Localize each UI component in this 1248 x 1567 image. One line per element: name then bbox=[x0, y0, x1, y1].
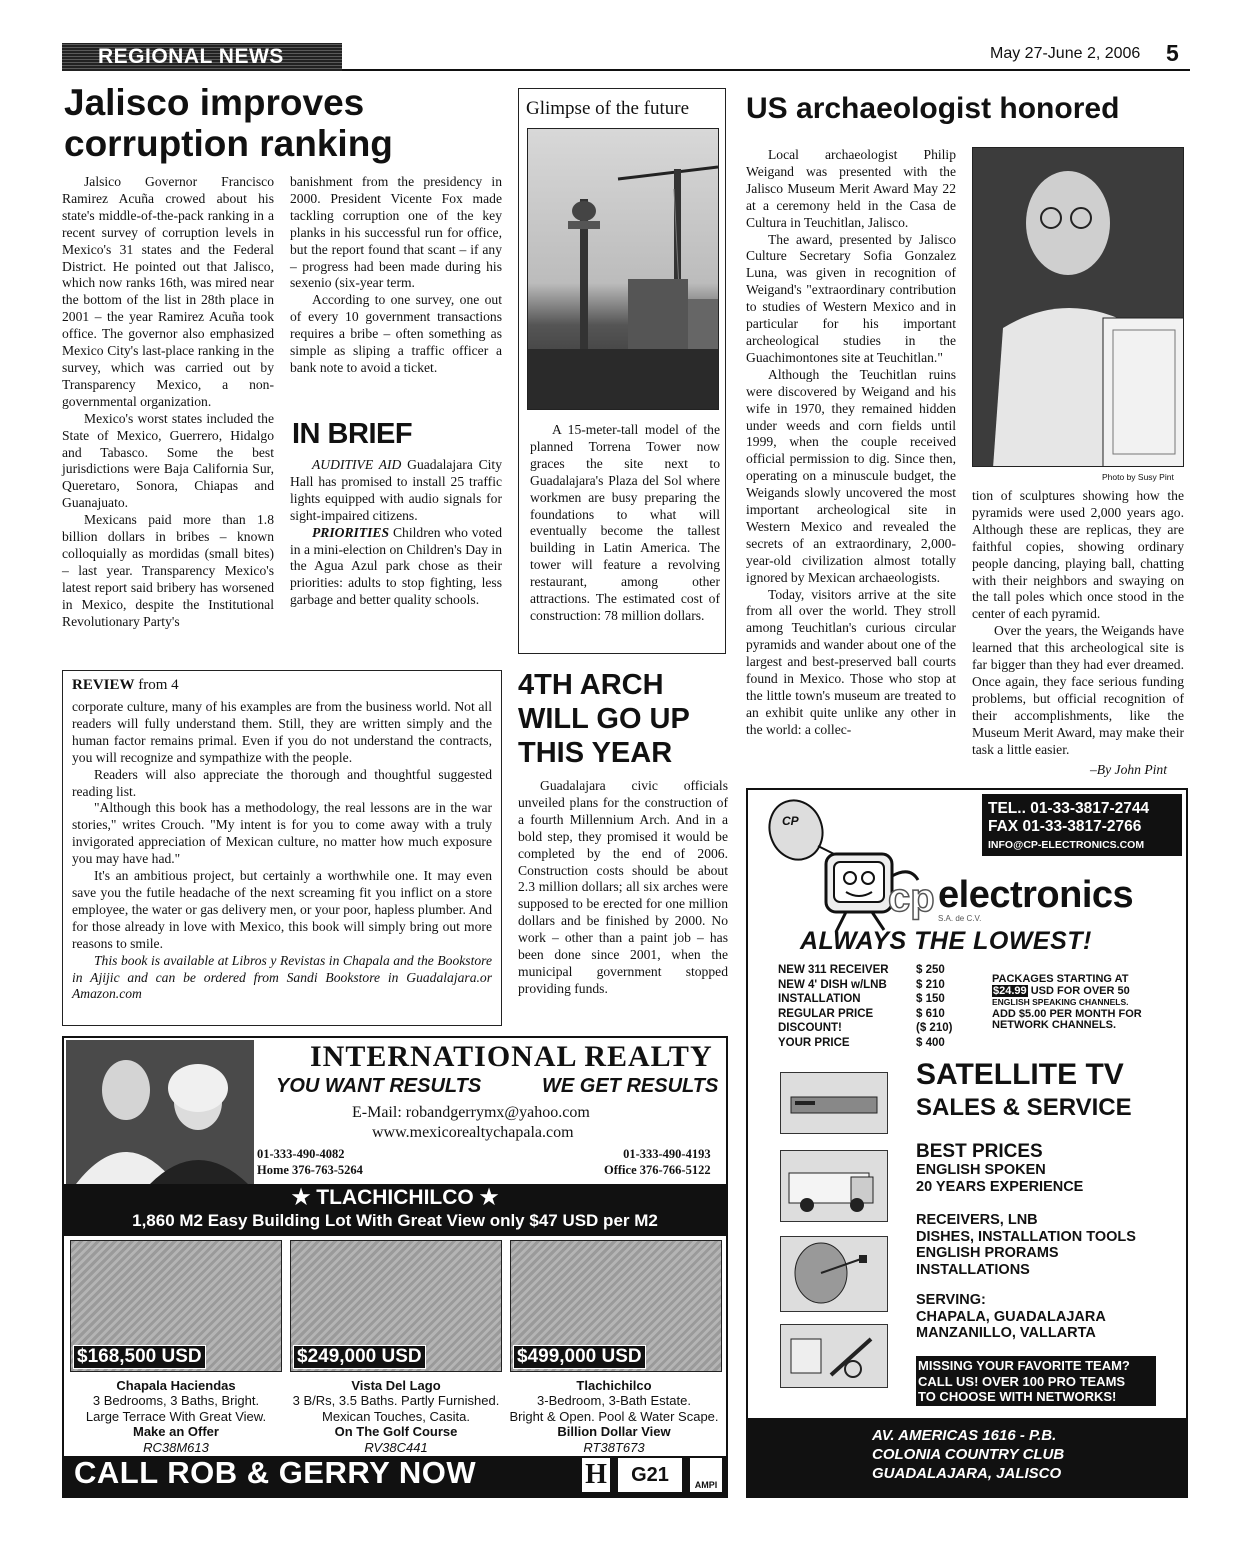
arch-headline-line: THIS YEAR bbox=[518, 737, 673, 769]
cp-price-list bbox=[778, 963, 968, 1050]
glimpse-caption bbox=[530, 422, 720, 625]
cp-address-line: GUADALAJARA, JALISCO bbox=[872, 1465, 1062, 1482]
cp-packages-text: USD FOR OVER 50 bbox=[1030, 984, 1130, 997]
cp-price-item: REGULAR PRICE bbox=[778, 1007, 874, 1020]
cp-price-value: $ 250 bbox=[916, 964, 945, 976]
cp-price-row bbox=[778, 992, 968, 1007]
arch-headline bbox=[518, 668, 690, 770]
section-title: REGIONAL NEWS bbox=[98, 45, 284, 68]
cp-logo-sub: S.A. de C.V. bbox=[938, 914, 982, 923]
agents-photo bbox=[66, 1040, 254, 1184]
brief-item-priorities bbox=[290, 525, 502, 610]
cp-address bbox=[872, 1426, 1064, 1483]
brief-text: Guadalajara City Hall has promised to install 25 traffic lights equipped with audio signals for sight-impaired citizens. bbox=[290, 457, 503, 523]
jalisco-paragraph: Mexico's worst states included the State of Mexico, Guerrero, Hidalgo and Tabasco. Some the best jurisdictions were Baja California Sur, Queretaro, Sonora, Chiapas and Guanajuato. bbox=[62, 410, 274, 511]
receiver-thumb bbox=[780, 1072, 888, 1134]
cp-phone[interactable]: TEL.. 01-33-3817-2744 bbox=[988, 800, 1150, 817]
satellite-dish-icon bbox=[781, 1237, 887, 1311]
tools-thumb bbox=[780, 1324, 888, 1388]
cp-missing-line: CALL US! OVER 100 PRO TEAMS bbox=[918, 1373, 1126, 1389]
cp-email[interactable]: INFO@CP-ELECTRONICS.COM bbox=[988, 839, 1145, 851]
arch-paragraph: Guadalajara civic officials unveiled plans for the construction of a fourth Millennium Arch. And in a bold step, they promised it would be completed by the end of 2006. Construction costs should be about 2.3 million dollars; all six arches were supposed to be erected for one million dollars and be finished by 2000. No work – other than a paint job – has been done since 2001, when the municipal government stopped providing funds. bbox=[518, 778, 728, 996]
tower-photo-illustration bbox=[528, 129, 719, 410]
page-number: 5 bbox=[1166, 40, 1179, 66]
cp-address-line: AV. AMERICAS 1616 - P.B. bbox=[872, 1427, 1057, 1444]
archaeologist-paragraph: Over the years, the Weigands have learned that this archeological site is far bigger than they had ever dreamed. Once again, they face serious funding problems, but official recognition of their accomplishments, like the Museum Merit Award, may make their task a little easier. bbox=[972, 623, 1184, 757]
cp-price-value: $ 610 bbox=[916, 1007, 945, 1020]
brief-label: PRIORITIES bbox=[312, 524, 390, 540]
jalisco-paragraph: Jalsico Governor Francisco Ramirez Acuña crowed about his state's middle-of-the-pack ranking in a recent survey of corruption levels in Mexico's 31 states and the Federal District. He pointed out that Jalisco, which now ranks 16th, was mired near the bottom of the list in 28th place in 2001 – the year Ramirez Acuña took office. The governor also emphasized Mexico City's last-place ranking in the survey, which was carried out by Transparency Mexico, a non-governmental organization. bbox=[62, 174, 274, 409]
listing-line: 3 B/Rs, 3.5 Baths. Partly Furnished. bbox=[292, 1393, 500, 1409]
arch-body bbox=[518, 778, 728, 998]
cp-price-item: INSTALLATION bbox=[778, 993, 861, 1005]
jalisco-headline: Jalisco improves corruption ranking bbox=[64, 82, 393, 164]
jalisco-paragraph: According to one survey, one out of every 10 government transactions requires a bribe – often something as simple as sliping a traffic officer a bank note to avoid a ticket. bbox=[290, 292, 502, 375]
receiver-icon bbox=[781, 1073, 887, 1133]
glimpse-title: Glimpse of the future bbox=[526, 98, 690, 119]
listing-photo-vista-del-lago bbox=[290, 1240, 502, 1372]
cp-price-row bbox=[778, 1036, 968, 1051]
realty-website[interactable]: www.mexicorealtychapala.com bbox=[372, 1124, 574, 1141]
cp-serving-label: SERVING: bbox=[916, 1292, 986, 1308]
jalisco-column-2 bbox=[290, 174, 502, 377]
listing-price: $499,000 USD bbox=[513, 1345, 646, 1369]
cp-packages-line: NETWORK CHANNELS. bbox=[992, 1019, 1117, 1031]
cp-packages-price: $24.99 bbox=[993, 984, 1027, 997]
cp-receivers-list bbox=[916, 1212, 1136, 1278]
listing-highlight: On The Golf Course bbox=[334, 1424, 458, 1440]
cp-price-row bbox=[778, 963, 968, 978]
cp-receivers-line: INSTALLATIONS bbox=[916, 1261, 1030, 1278]
jalisco-paragraph: Mexicans paid more than 1.8 billion dollars in bribes – known colloquially as mordidas (small bites) – last year. Transparency Mexico's latest report said bribery has worsened in Mexico, despite the Institutional Revolutionary Party's bbox=[62, 512, 274, 629]
cp-serving-line: MANZANILLO, VALLARTA bbox=[916, 1325, 1096, 1341]
listing-line: Bright & Open. Pool & Water Scape. bbox=[509, 1408, 719, 1424]
realty-logo-ampi: AMPI bbox=[690, 1458, 722, 1492]
listing-name: Tlachichilco bbox=[576, 1378, 652, 1393]
cp-packages-line-2 bbox=[992, 986, 1142, 998]
in-brief-heading: IN BRIEF bbox=[292, 418, 413, 450]
cp-tagline: ALWAYS THE LOWEST! bbox=[800, 927, 1092, 955]
cp-price-item: NEW 311 RECEIVER bbox=[778, 964, 889, 976]
in-brief-items bbox=[290, 457, 502, 609]
review-paragraph: Readers will also appreciate the thorough and thoughtful suggested reading list. bbox=[72, 766, 492, 799]
review-paragraph: "Although this book has a methodology, the real lessons are in the war stories," writes Crouch. "My intent is for you to come away with a truly invigorated appreciation of Mexican culture, no matter how much exposure you may have had." bbox=[72, 800, 492, 867]
cp-receivers-line: DISHES, INSTALLATION TOOLS bbox=[916, 1228, 1136, 1245]
cp-packages-line: ADD $5.00 PER MONTH FOR bbox=[992, 1007, 1142, 1020]
cp-logo-brand: electronics bbox=[938, 874, 1134, 916]
listing-code: RC38M613 bbox=[143, 1439, 209, 1455]
header-rule bbox=[342, 69, 1190, 71]
listing-code: RV38C441 bbox=[364, 1439, 428, 1455]
cp-best-line: 20 YEARS EXPERIENCE bbox=[916, 1178, 1084, 1195]
cp-serving-line: CHAPALA, GUADALAJARA bbox=[916, 1308, 1106, 1325]
agents-photo-illustration bbox=[66, 1040, 254, 1184]
realty-logo-h: H bbox=[582, 1458, 610, 1492]
realty-slogan-right: WE GET RESULTS bbox=[542, 1075, 719, 1097]
archaeologist-headline: US archaeologist honored bbox=[746, 92, 1120, 125]
issue-date: May 27-June 2, 2006 bbox=[990, 45, 1141, 62]
listing-price: $168,500 USD bbox=[73, 1345, 206, 1369]
service-van-icon bbox=[781, 1151, 887, 1221]
listing-code: RT38T673 bbox=[583, 1439, 645, 1455]
cp-serving-list bbox=[916, 1292, 1106, 1342]
archaeologist-paragraph: Although the Teuchitlan ruins were discovered by Weigand and his wife in 1970, they remained hidden under weeds and corn fields until 1999, when the couple received official permission to dig. Since then, operating on a minuscule budget, the Weigands slowly uncovered the most important archeological site in Western Mexico and revealed the secrets of an extraordinary, 2,000-year-old civilization almost totally ignored by Mexican archaeologists. bbox=[746, 366, 956, 585]
phone-line: 01-333-490-4193 bbox=[623, 1147, 711, 1161]
listing-photo-tlachichilco bbox=[510, 1240, 722, 1372]
jalisco-column-1 bbox=[62, 174, 274, 630]
listing-vista-del-lago bbox=[280, 1378, 512, 1455]
cp-contact-lines bbox=[988, 800, 1149, 854]
cp-receivers-line: ENGLISH PRORAMS bbox=[916, 1245, 1059, 1261]
listing-line: Mexican Touches, Casita. bbox=[322, 1408, 470, 1424]
review-jump-line bbox=[72, 677, 179, 694]
realty-email[interactable]: E-Mail: robandgerrymx@yahoo.com bbox=[352, 1104, 590, 1121]
weigand-photo-illustration bbox=[973, 148, 1184, 467]
installation-tools-icon bbox=[781, 1325, 887, 1387]
cp-logo-cp: cp bbox=[888, 876, 935, 920]
listing-line: Large Terrace With Great View. bbox=[85, 1408, 267, 1424]
jalisco-paragraph: banishment from the presidency in 2000. President Vicente Fox made tackling corruption one of the key planks in his successful run for office, but the report found that scant – if any – progress had been made during his sexenio (six-year term. bbox=[290, 174, 502, 291]
review-paragraph: It's an ambitious project, but certainly a worthwhile one. It may even save you the futile headache of the next screaming fit you inflict on a store employee, the water or gas delivery men, or your poor, hapless plumber. And for those already in love with Mexico, this book will simply bring out more reasons to smile. bbox=[72, 868, 492, 951]
dish-thumb bbox=[780, 1236, 888, 1312]
phone-line: 01-333-490-4082 bbox=[257, 1147, 345, 1161]
cp-price-item: NEW 4' DISH w/LNB bbox=[778, 978, 887, 991]
review-availability-text: This book is available at Libros y Revistas in Chapala and the Bookstore in Ajijic and can be ordered from Sandi Bookstore in Guadalajara.or Amazon.com bbox=[72, 952, 492, 1002]
archaeologist-paragraph: The award, presented by Jalisco Culture Secretary Sofia Gonzalez Luna, was given in recognition of Weigand's "extraordinary contribution to studies of Western Mexico and in particular for his important archeological studies in the Guachimontones site at Teuchitlan." bbox=[746, 231, 956, 365]
listing-photo-chapala-haciendas bbox=[70, 1240, 282, 1372]
brief-item-auditive-aid bbox=[290, 457, 502, 525]
cp-price-item: YOUR PRICE bbox=[778, 1036, 850, 1049]
cp-price-value: ($ 210) bbox=[916, 1022, 953, 1034]
listing-tlachichilco bbox=[498, 1378, 730, 1455]
arch-headline-line: 4TH ARCH bbox=[518, 669, 664, 701]
listing-highlight: Make an Offer bbox=[133, 1424, 219, 1440]
cp-price-item: DISCOUNT! bbox=[778, 1022, 842, 1034]
review-label: REVIEW bbox=[72, 677, 135, 693]
cp-best-line: ENGLISH SPOKEN bbox=[916, 1162, 1046, 1178]
archaeologist-paragraph: tion of sculptures showing how the pyramids were used 2,000 years ago. Although these are replicas, they are faithful copies, showing ordinary people dancing, playing ball, chatting with their neighbors and swaying on the tall poles which once stood in the center of each pyramid. bbox=[972, 488, 1184, 622]
cp-price-value: $ 210 bbox=[916, 978, 945, 991]
cp-packages-line: ENGLISH SPEAKING CHANNELS. bbox=[992, 997, 1129, 1007]
archaeologist-column-2 bbox=[972, 488, 1184, 759]
listing-line: 3 Bedrooms, 3 Baths, Bright. bbox=[92, 1393, 260, 1409]
photo-credit: Photo by Susy Pint bbox=[1102, 472, 1174, 482]
listing-name: Vista Del Lago bbox=[351, 1378, 441, 1393]
cp-packages-line: PACKAGES STARTING AT bbox=[992, 973, 1129, 985]
realty-slogan-left: YOU WANT RESULTS bbox=[276, 1075, 482, 1097]
cp-price-row bbox=[778, 1007, 968, 1022]
cp-receivers-line: RECEIVERS, LNB bbox=[916, 1212, 1038, 1228]
tower-photo bbox=[527, 128, 719, 410]
cp-best-list bbox=[916, 1142, 1083, 1195]
cp-missing-line: TO CHOOSE WITH NETWORKS! bbox=[918, 1389, 1117, 1404]
cp-price-row bbox=[778, 1021, 968, 1036]
cp-price-value: $ 150 bbox=[916, 993, 945, 1005]
cp-price-row bbox=[778, 978, 968, 993]
listing-highlight: Billion Dollar View bbox=[557, 1424, 671, 1440]
archaeologist-column-1 bbox=[746, 147, 956, 739]
cp-best-line: BEST PRICES bbox=[916, 1141, 1043, 1162]
cp-missing-text bbox=[918, 1358, 1130, 1405]
phone-line: Home 376-763-5264 bbox=[257, 1163, 363, 1177]
cp-packages bbox=[992, 974, 1142, 1032]
cta-text: CALL ROB & GERRY NOW bbox=[74, 1455, 477, 1490]
cp-price-value: $ 400 bbox=[916, 1036, 945, 1049]
arch-headline-line: WILL GO UP bbox=[518, 703, 690, 735]
realty-phone-right bbox=[604, 1146, 711, 1178]
listing-chapala-haciendas bbox=[60, 1378, 292, 1455]
banner-title: ★ TLACHICHILCO ★ bbox=[291, 1186, 499, 1209]
realty-phone-left bbox=[257, 1146, 363, 1178]
cp-missing-line: MISSING YOUR FAVORITE TEAM? bbox=[918, 1358, 1130, 1373]
review-from: from 4 bbox=[134, 677, 179, 693]
van-thumb bbox=[780, 1150, 888, 1222]
archaeologist-paragraph: Today, visitors arrive at the site from all over the world. They stroll among Teuchitlan's curious circular pyramids and wander about one of the largest and best-preserved ball courts found in Mexico. Those who stop at the little town's museum are treated to an exhibit quite unlike any other in the world: a collec- bbox=[746, 586, 956, 737]
cp-fax: FAX 01-33-3817-2766 bbox=[988, 818, 1142, 835]
realty-logo-g21: G21 bbox=[618, 1458, 682, 1492]
byline: –By John Pint bbox=[1090, 762, 1168, 777]
cp-mascot-badge: CP bbox=[782, 814, 799, 828]
listing-line: 3-Bedroom, 3-Bath Estate. bbox=[537, 1393, 691, 1409]
brief-text: Children who voted in a mini-election on Children's Day in the Agua Azul park chose as their priorities: adults to stop fighting, less garbage and better quality schools. bbox=[290, 524, 502, 608]
review-body bbox=[72, 699, 492, 1003]
banner-subtitle: 1,860 M2 Easy Building Lot With Great View only $47 USD per M2 bbox=[132, 1211, 658, 1230]
archaeologist-paragraph: Local archaeologist Philip Weigand was presented with the Jalisco Museum Merit Award May 22 at a ceremony held in the Casa de Cultura in Teuchitlan, Jalisco. bbox=[746, 147, 956, 230]
review-paragraph: corporate culture, many of his examples are from the business world. Not all readers will fully understand them. Still, they are written simply and the human factor remains primal. Even if you do not understand the contracts, you will recognize and sympathize with the people. bbox=[72, 699, 492, 765]
glimpse-caption-text: A 15-meter-tall model of the planned Torrena Tower now graces the site next to Guadalajara's Plaza del Sol where workmen are busy preparing the foundations to what will eventually become the tallest building in Latin America. The tower will feature a revolving restaurant, among other attractions. The estimated cost of construction: 78 million dollars. bbox=[530, 422, 720, 623]
realty-name: INTERNATIONAL REALTY bbox=[310, 1040, 713, 1073]
cp-address-line: COLONIA COUNTRY CLUB bbox=[872, 1446, 1065, 1463]
listing-name: Chapala Haciendas bbox=[116, 1378, 236, 1393]
cp-satellite-title: SATELLITE TV bbox=[916, 1058, 1124, 1091]
cp-satellite-subtitle: SALES & SERVICE bbox=[916, 1094, 1132, 1121]
listing-price: $249,000 USD bbox=[293, 1345, 426, 1369]
review-availability bbox=[72, 953, 492, 1004]
brief-label: AUDITIVE AID bbox=[312, 457, 402, 472]
weigand-photo bbox=[972, 147, 1184, 467]
phone-line: Office 376-766-5122 bbox=[604, 1163, 711, 1177]
